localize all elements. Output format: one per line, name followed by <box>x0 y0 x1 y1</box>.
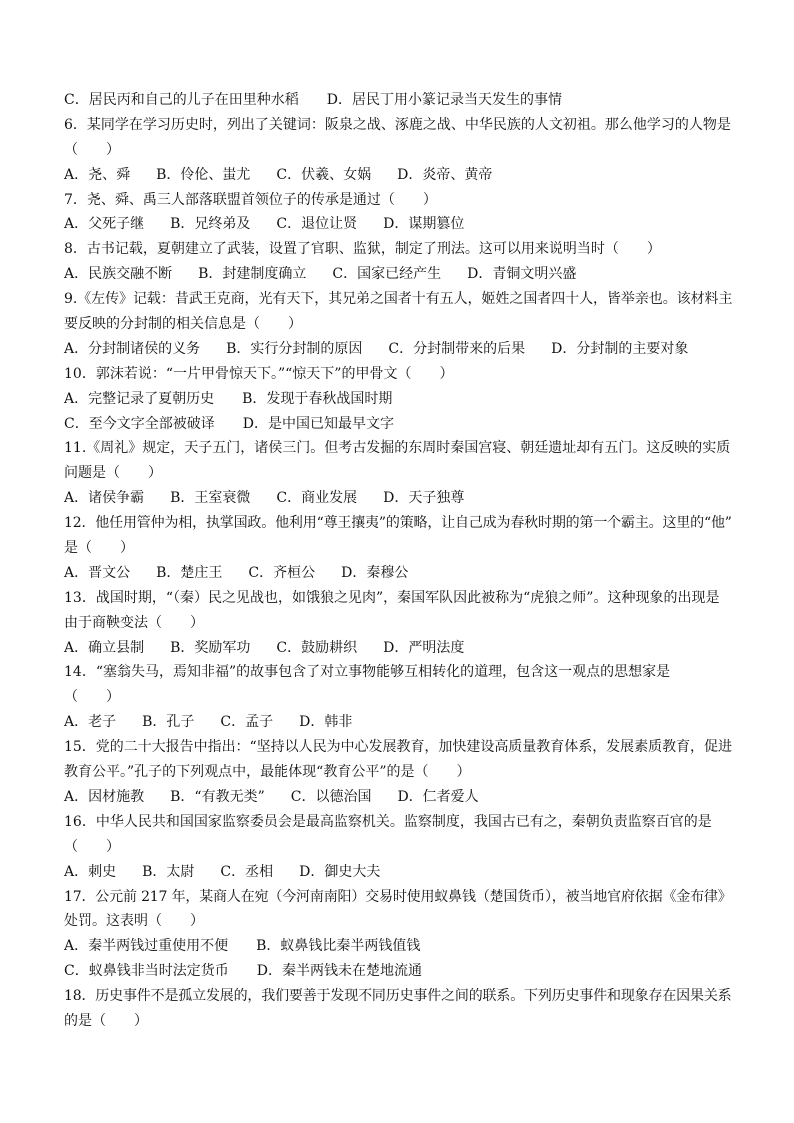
question-text-line: （ ） <box>64 141 120 158</box>
answer-options-row <box>64 387 732 412</box>
answer-option: B．伶伦、蚩尤 <box>156 166 251 183</box>
answer-option: A．晋文公 <box>64 564 131 581</box>
answer-options-row <box>64 163 732 188</box>
question-text-line: 17．公元前 217 年，某商人在宛（今河南南阳）交易时使用蚁鼻钱（楚国货币），被当地官府依据《金布律》 <box>64 888 732 905</box>
answer-option: C．分封制带来的后果 <box>388 340 526 357</box>
question-text-line: 要反映的分封制的相关信息是（ ） <box>64 316 302 333</box>
answer-option: A．刺史 <box>64 863 117 880</box>
answer-options-row <box>64 412 732 437</box>
answer-option: D．韩非 <box>299 714 353 731</box>
answer-option: A．民族交融不断 <box>64 266 173 283</box>
question-text-line: 问题是（ ） <box>64 465 162 482</box>
answer-options-row <box>64 88 732 113</box>
question-text-line: 6．某同学在学习历史时，列出了关键词：阪泉之战、涿鹿之战、中华民族的人文初祖。那么他学习的人物是 <box>64 116 731 133</box>
question-text-line: 是（ ） <box>64 540 134 557</box>
answer-option: B．发现于春秋战国时期 <box>242 390 393 407</box>
answer-option: B．“有教无类” <box>170 788 265 805</box>
question-text-line: 处罚。这表明（ ） <box>64 913 204 930</box>
question-text-line: 9.《左传》记载：昔武王克商，光有天下，其兄弟之国者十有五人，姬姓之国者四十人，皆举亲也。该材料主 <box>64 291 733 308</box>
question-text-line: （ ） <box>64 838 120 855</box>
answer-option: D．天子独尊 <box>383 490 465 507</box>
answer-option: A．老子 <box>64 714 117 731</box>
answer-option: D．秦穆公 <box>341 564 409 581</box>
answer-option: A．分封制诸侯的义务 <box>64 340 201 357</box>
answer-option: C．商业发展 <box>276 490 358 507</box>
answer-option: D．分封制的主要对象 <box>551 340 689 357</box>
question-text-line: 由于商鞅变法（ ） <box>64 614 204 631</box>
answer-options-row <box>64 561 732 586</box>
question-text-line: 11.《周礼》规定，天子五门，诸侯三门。但考古发掘的东周时秦国宫寝、朝廷遗址却有五门。这反映的实质 <box>64 440 731 457</box>
answer-option: A．因材施教 <box>64 788 145 805</box>
question-text-line: 7．尧、舜、禹三人部落联盟首领位子的传承是通过（ ） <box>64 191 437 208</box>
question-text-line: 12．他任用管仲为相，执掌国政。他利用“尊王攘夷”的策略，让自己成为春秋时期的第一个霸主。这里的“他” <box>64 515 732 532</box>
answer-option: A．父死子继 <box>64 216 145 233</box>
answer-option: C．鼓励耕织 <box>276 639 358 656</box>
answer-option: D．秦半两钱未在楚地流通 <box>256 963 422 980</box>
answer-option: A．确立县制 <box>64 639 145 656</box>
answer-option: D．严明法度 <box>383 639 465 656</box>
answer-options-row <box>64 959 732 984</box>
exam-page-body <box>64 88 732 1034</box>
answer-option: D．居民丁用小篆记录当天发生的事情 <box>326 92 562 108</box>
answer-option: B．太尉 <box>142 863 195 880</box>
answer-options-row <box>64 337 732 362</box>
answer-option: A．完整记录了夏朝历史 <box>64 390 215 407</box>
answer-option: D．炎帝、黄帝 <box>397 166 493 183</box>
question-text-line: 14．“塞翁失马，焉知非福”的故事包含了对立事物能够互相转化的道理，包含这一观点的思想家是 <box>64 664 671 681</box>
answer-option: B．楚庄王 <box>156 564 223 581</box>
answer-option: C．蚁鼻钱非当时法定货币 <box>64 963 229 980</box>
answer-option: C．国家已经产生 <box>332 266 442 283</box>
answer-option: D．青铜文明兴盛 <box>467 266 577 283</box>
answer-options-row <box>64 486 732 511</box>
answer-options-row <box>64 262 732 287</box>
question-text-line: （ ） <box>64 689 120 706</box>
answer-option: B．奖励军功 <box>170 639 251 656</box>
answer-option: C．以德治国 <box>290 788 372 805</box>
question-text-line: 教育公平。”孔子的下列观点中，最能体现“教育公平”的是（ ） <box>64 764 471 781</box>
answer-option: C．孟子 <box>220 714 274 731</box>
answer-options-row <box>64 785 732 810</box>
answer-options-row <box>64 860 732 885</box>
answer-options-row <box>64 636 732 661</box>
answer-options-row <box>64 212 732 237</box>
answer-option: B．蚁鼻钱比秦半两钱值钱 <box>256 938 421 955</box>
question-text-line: 的是（ ） <box>64 1012 148 1029</box>
answer-options-row <box>64 710 732 735</box>
answer-option: A．尧、舜 <box>64 166 131 183</box>
question-text-line: 15．党的二十大报告中指出：“坚持以人民为中心发展教育，加快建设高质量教育体系，发展素质教育，促进 <box>64 739 732 756</box>
answer-option: B．封建制度确立 <box>198 266 307 283</box>
answer-option: C．居民丙和自己的儿子在田里种水稻 <box>64 92 299 108</box>
answer-option: A．诸侯争霸 <box>64 490 145 507</box>
answer-option: D．是中国已知最早文字 <box>242 415 394 432</box>
question-text-line: 8．古书记载，夏朝建立了武装，设置了官职、监狱，制定了刑法。这可以用来说明当时（ ） <box>64 241 661 258</box>
answer-option: B．实行分封制的原因 <box>226 340 363 357</box>
answer-option: B．王室衰微 <box>170 490 251 507</box>
answer-options-row <box>64 934 732 959</box>
answer-option: D．御史大夫 <box>299 863 381 880</box>
question-text-line: 13．战国时期，“（秦）民之见战也，如饿狼之见肉”，秦国军队因此被称为“虎狼之师”。这种现象的出现是 <box>64 589 720 606</box>
answer-option: D．谋期篡位 <box>383 216 465 233</box>
answer-option: C．退位让贤 <box>276 216 358 233</box>
answer-option: C．丞相 <box>220 863 274 880</box>
question-text-line: 16．中华人民共和国国家监察委员会是最高监察机关。监察制度，我国古已有之，秦朝负责监察百官的是 <box>64 813 712 830</box>
question-text-line: 10．郭沫若说：“一片甲骨惊天下。”“惊天下”的甲骨文（ ） <box>64 365 454 382</box>
answer-option: B．兄终弟及 <box>170 216 251 233</box>
answer-option: C．至今文字全部被破译 <box>64 415 215 432</box>
answer-option: B．孔子 <box>142 714 195 731</box>
answer-option: C．齐桓公 <box>248 564 316 581</box>
question-text-line: 18．历史事件不是孤立发展的，我们要善于发现不同历史事件之间的联系。下列历史事件和现象存在因果关系 <box>64 988 732 1005</box>
answer-option: A．秦半两钱过重使用不便 <box>64 938 229 955</box>
answer-option: C．伏羲、女娲 <box>276 166 372 183</box>
answer-option: D．仁者爱人 <box>397 788 479 805</box>
